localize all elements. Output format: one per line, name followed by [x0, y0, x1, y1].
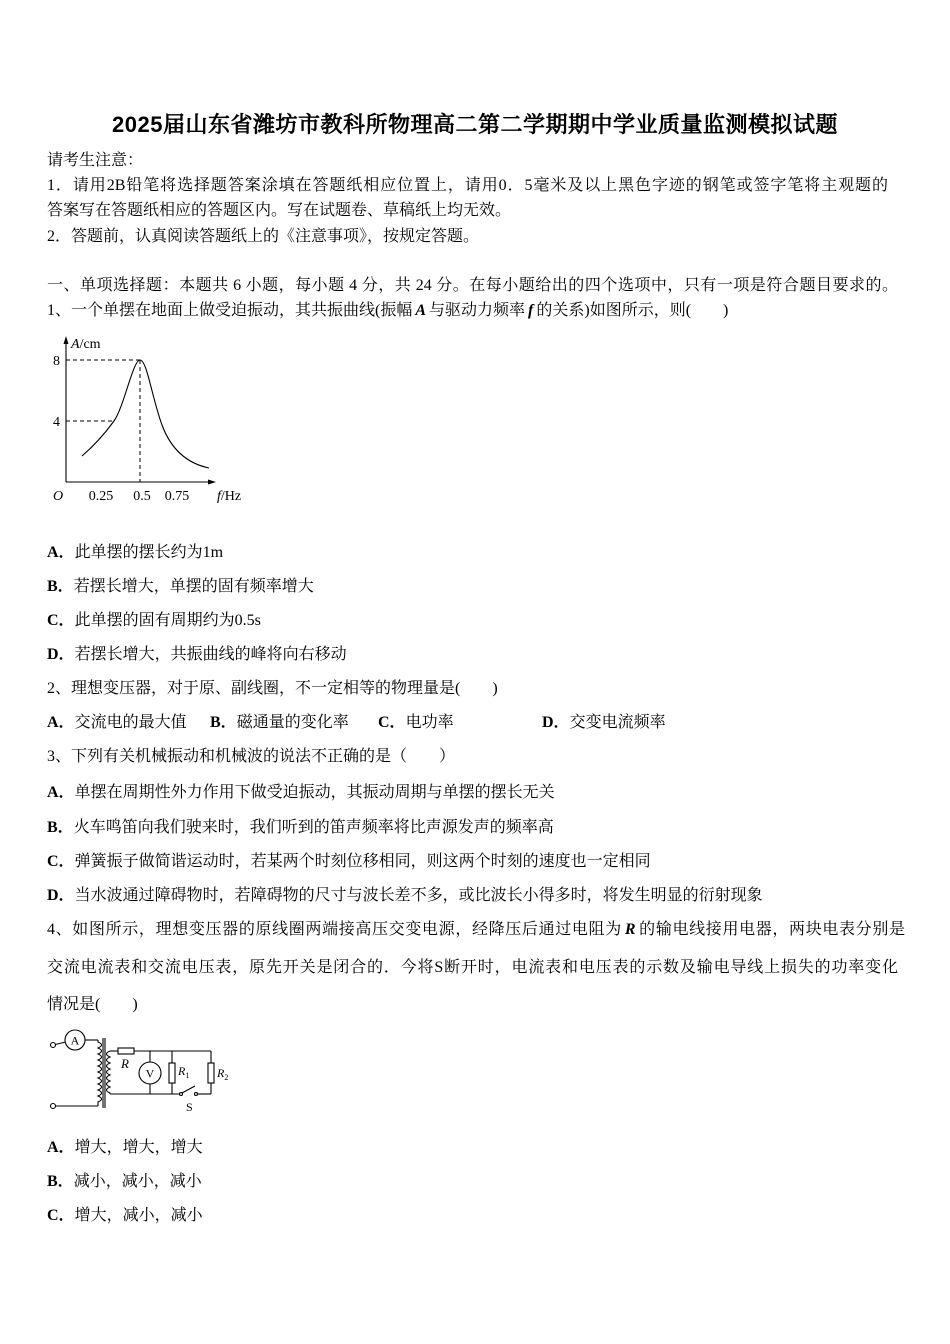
option-text: 交变电流频率	[569, 714, 666, 731]
stem-text: 与驱动力频率	[429, 302, 526, 319]
question-3-option-d	[47, 885, 763, 907]
r2-subscript: 2	[224, 1073, 229, 1082]
question-4-stem-line-2: 交流电流表和交流电压表，原先开关是闭合的．今将S断开时，电流表和电压表的示数及输电导线上损失的功率变化	[47, 959, 898, 976]
question-2-option-a	[47, 712, 187, 734]
input-terminal-top	[51, 1043, 56, 1048]
x-axis-arrow	[208, 480, 216, 485]
x-axis-variable: f	[217, 489, 221, 504]
question-1-option-a	[47, 542, 223, 564]
option-text: 当水波通过障碍物时，若障碍物的尺寸与波长差不多，或比波长小得多时，将发生明显的衍射现象	[74, 887, 763, 904]
notice-item-1-line-1: 1．请用2B铅笔将选择题答案涂填在答题纸相应位置上，请用0．5毫米及以上黑色字迹的钢笔或签字笔将主观题的	[47, 177, 888, 194]
option-text: 电功率	[405, 714, 454, 731]
question-1-option-d	[47, 644, 347, 666]
option-text: 若摆长增大，共振曲线的峰将向右移动	[74, 646, 347, 663]
option-label: C．	[47, 1207, 75, 1224]
switch-label: S	[186, 1100, 193, 1114]
question-3-option-c	[47, 851, 651, 873]
page-title: 2025届山东省潍坊市教科所物理高二第二学期期中学业质量监测模拟试题	[112, 112, 838, 137]
question-4-stem-line-3: 情况是( )	[47, 996, 138, 1013]
x-tick-label: 0.25	[88, 489, 114, 504]
option-label: C．	[378, 714, 406, 731]
option-text: 减小，减小，减小	[73, 1173, 202, 1190]
question-4-stem-line-1	[47, 919, 905, 941]
stem-text: 1、一个单摆在地面上做受迫振动，其共振曲线(振幅	[47, 302, 413, 319]
question-2-option-d	[542, 712, 666, 734]
switch-contact	[195, 1093, 198, 1096]
option-label: A．	[47, 544, 75, 561]
resistor-r1	[169, 1063, 175, 1083]
option-text: 此单摆的摆长约为1m	[74, 544, 224, 561]
option-text: 单摆在周期性外力作用下做受迫振动，其振动周期与单摆的摆长无关	[74, 784, 555, 801]
primary-coil	[98, 1040, 102, 1106]
question-3-stem: 3、下列有关机械振动和机械波的说法不正确的是（ ）	[47, 748, 456, 765]
option-label: B．	[47, 1173, 74, 1190]
transformer-circuit-figure	[40, 1025, 250, 1120]
x-axis-label	[217, 489, 241, 504]
stem-text: 4、如图所示，理想变压器的原线圈两端接高压交变电源，经降压后通过电阻为	[47, 921, 622, 938]
notice-heading: 请考生注意：	[47, 152, 144, 169]
input-terminal-bottom	[51, 1104, 56, 1109]
resistor-r1-label	[177, 1064, 189, 1080]
stem-text: 的关系)如图所示，则( )	[536, 302, 729, 319]
question-4-option-a	[47, 1137, 203, 1159]
notice-item-1-line-2: 答案写在答题纸相应的答题区内。写在试题卷、草稿纸上均无效。	[47, 202, 512, 219]
resistance-symbol: R	[624, 921, 636, 938]
wire	[56, 1042, 66, 1045]
x-axis-unit: /Hz	[220, 489, 242, 504]
voltmeter-label: V	[145, 1066, 155, 1081]
question-1-option-b	[47, 576, 314, 598]
amplitude-symbol: A	[415, 302, 427, 319]
option-label: D．	[542, 714, 570, 731]
question-3-option-b	[47, 817, 554, 839]
option-label: A．	[47, 784, 75, 801]
y-axis-label	[70, 337, 101, 352]
r1-symbol: R	[178, 1064, 186, 1078]
option-label: D．	[47, 887, 75, 904]
y-tick-label: 4	[53, 415, 60, 430]
resistor-r2	[208, 1063, 214, 1083]
option-text: 此单摆的固有周期约为0.5s	[74, 612, 261, 629]
r2-symbol: R	[217, 1066, 225, 1080]
x-tick-label: 0.5	[133, 489, 151, 504]
option-label: D．	[47, 646, 75, 663]
option-text: 弹簧振子做简谐运动时，若某两个时刻位移相同，则这两个时刻的速度也一定相同	[74, 853, 651, 870]
question-4-option-b	[47, 1171, 202, 1193]
option-label: A．	[47, 714, 75, 731]
r1-subscript: 1	[185, 1071, 190, 1080]
question-1-option-c	[47, 610, 261, 632]
option-text: 若摆长增大，单摆的固有频率增大	[73, 578, 314, 595]
y-axis-unit: /cm	[79, 337, 101, 352]
question-2-stem: 2、理想变压器，对于原、副线圈，不一定相等的物理量是( )	[47, 680, 498, 697]
origin-label: O	[53, 489, 64, 504]
question-1-stem	[47, 300, 728, 322]
frequency-symbol: f	[528, 302, 534, 319]
option-text: 增大，增大，增大	[74, 1139, 203, 1156]
switch-arm	[182, 1086, 195, 1093]
line-resistor	[118, 1048, 134, 1054]
secondary-coil	[107, 1051, 111, 1094]
option-label: B．	[47, 819, 74, 836]
resonance-curve-figure	[40, 330, 260, 510]
y-tick-label: 8	[53, 354, 60, 369]
option-label: A．	[47, 1139, 75, 1156]
option-label: B．	[210, 714, 237, 731]
option-text: 增大，减小，减小	[74, 1207, 203, 1224]
option-text: 磁通量的变化率	[236, 714, 349, 731]
y-axis-arrow	[64, 336, 69, 344]
option-label: C．	[47, 612, 75, 629]
notice-item-2: 2．答题前，认真阅读答题纸上的《注意事项》，按规定答题。	[47, 228, 480, 245]
question-3-option-a	[47, 782, 555, 804]
resonance-curve	[82, 360, 209, 468]
question-2-option-b	[210, 712, 349, 734]
option-text: 交流电的最大值	[74, 714, 187, 731]
y-axis-variable: A	[71, 337, 80, 352]
resistor-r2-label	[216, 1066, 228, 1082]
option-text: 火车鸣笛向我们驶来时，我们听到的笛声频率将比声源发声的频率高	[73, 819, 554, 836]
question-2-option-c	[378, 712, 454, 734]
question-4-option-c	[47, 1205, 203, 1227]
stem-text: 的输电线接用电器，两块电表分别是	[638, 921, 905, 938]
ammeter-label: A	[70, 1033, 80, 1048]
line-resistor-label: R	[121, 1056, 129, 1071]
x-tick-label: 0.75	[164, 489, 190, 504]
option-label: C．	[47, 853, 75, 870]
section-1-heading: 一、单项选择题：本题共 6 小题，每小题 4 分，共 24 分。在每小题给出的四个选项中，只有一项是符合题目要求的。	[47, 277, 898, 294]
option-label: B．	[47, 578, 74, 595]
